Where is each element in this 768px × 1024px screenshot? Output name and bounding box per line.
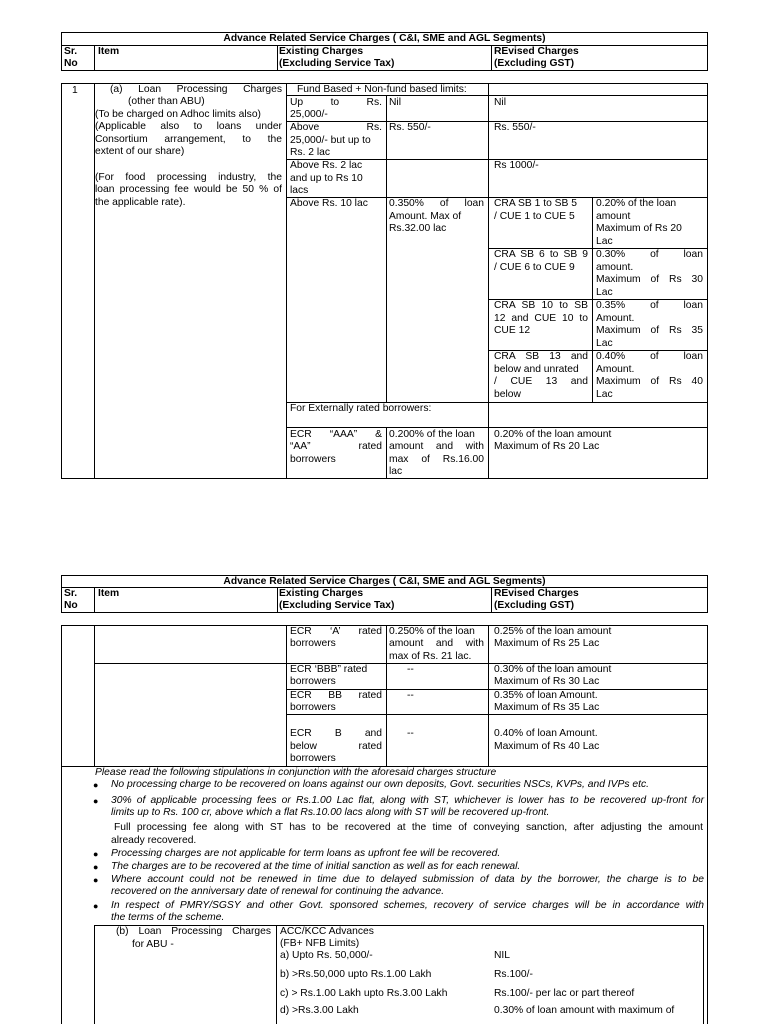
cra-label: below	[494, 389, 521, 400]
acc-slab: d) >Rs.3.00 Lakh	[280, 1005, 359, 1016]
abu-item-label: (b) Loan Processing Charges	[116, 926, 271, 937]
cra-label: / CUE 1 to CUE 5	[494, 211, 575, 222]
acc-kcc-subtitle: (FB+ NFB Limits)	[280, 938, 360, 949]
cra-label: CRA SB 13 and	[494, 351, 588, 362]
cra-label: CRA SB 10 to SB	[494, 300, 588, 311]
slab-existing: Rs.32.00 lac	[389, 223, 447, 234]
slab-label: Above Rs.	[290, 122, 382, 133]
item-note: (Applicable also to loans under	[95, 121, 282, 132]
cra-charge: Lac	[596, 236, 613, 247]
stipulation-item: Processing charges are not applicable for term loans as upfront fee will be recovered.	[111, 848, 501, 859]
cra-charge: 0.30% of loan	[596, 249, 703, 260]
ecr-existing: 0.250% of the loan	[389, 626, 475, 637]
acc-slab-revised: Rs.100/- per lac or part thereof	[494, 988, 635, 999]
slab-existing: Amount. Max of	[389, 211, 462, 222]
ecr-revised: 0.35% of loan Amount.	[494, 690, 598, 701]
sr-no-header: Sr.	[64, 46, 78, 57]
ecr-label: ECR ‘A’ rated	[290, 626, 382, 637]
item-note: loan processing fee would be 50 % of	[95, 184, 282, 195]
bullet-icon: ●	[93, 780, 99, 790]
bullet-icon: ●	[93, 849, 99, 859]
revised-charges-header: REvised Charges	[494, 46, 579, 57]
ecr-label: borrowers	[290, 676, 336, 687]
item-note: Consortium arrangement, to the	[95, 134, 282, 145]
abu-item-label: for ABU -	[132, 939, 174, 950]
cra-charge: Maximum of Rs 35	[596, 325, 703, 336]
slab-label: 25,000/- but up to	[290, 135, 371, 146]
item-note: (For food processing industry, the	[95, 172, 282, 183]
acc-slab: b) >Rs.50,000 upto Rs.1.00 Lakh	[280, 969, 432, 980]
ecr-existing: max of Rs. 21 lac.	[389, 651, 472, 662]
page-title: Advance Related Service Charges ( C&I, SME and AGL Segments)	[223, 33, 546, 44]
stipulation-text: already recovered.	[111, 835, 197, 846]
ecr-label: ECR ‘BBB” rated	[290, 664, 368, 675]
revised-charges-subheader: (Excluding GST)	[494, 58, 575, 69]
cra-charge: Lac	[596, 287, 613, 298]
cra-charge: 0.35% of loan	[596, 300, 703, 311]
ecr-existing: --	[407, 728, 414, 739]
item-title-line: (other than ABU)	[128, 96, 205, 107]
ecr-label: borrowers	[290, 454, 336, 465]
item-title-line: (a) Loan Processing Charges	[110, 84, 282, 95]
cra-charge: Maximum of Rs 40	[596, 376, 703, 387]
revised-charges-subheader: (Excluding GST)	[494, 600, 575, 611]
ecr-existing: lac	[389, 466, 403, 477]
ecr-revised: 0.25% of the loan amount	[494, 626, 612, 637]
stipulation-item: limits up to Rs. 100 cr, above which a flat Rs.10.00 lacs along with ST will be recovered up-front.	[111, 807, 550, 818]
item-header: Item	[98, 588, 120, 599]
revised-charges-header: REvised Charges	[494, 588, 579, 599]
slab-label: 25,000/-	[290, 109, 328, 120]
bullet-icon: ●	[93, 862, 99, 872]
ecr-revised: 0.20% of the loan amount	[494, 429, 612, 440]
acc-slab-revised: NIL	[494, 950, 511, 961]
stipulation-item: No processing charge to be recovered on loans against our own deposits, Govt. securities NSCs, KVPs, and IVPs etc.	[111, 779, 650, 790]
cra-charge: Maximum of Rs 20	[596, 223, 682, 234]
stipulation-item: 30% of applicable processing fees or Rs.1.00 Lac flat, along with ST, whichever is lower has to be recovered up-front for	[111, 795, 704, 806]
ecr-revised: Maximum of Rs 25 Lac	[494, 638, 600, 649]
cra-charge: Lac	[596, 338, 613, 349]
bullet-icon: ●	[93, 796, 99, 806]
ecr-existing: amount and with	[389, 441, 484, 452]
page-title: Advance Related Service Charges ( C&I, SME and AGL Segments)	[223, 576, 546, 587]
cra-charge: Amount.	[596, 313, 635, 324]
stipulation-item: the terms of the scheme.	[111, 912, 225, 923]
existing-charges-header: Existing Charges	[279, 588, 364, 599]
acc-kcc-title: ACC/KCC Advances	[280, 926, 374, 937]
ecr-existing: 0.200% of the loan	[389, 429, 475, 440]
ecr-existing: amount and with	[389, 638, 484, 649]
slab-label: Up to Rs.	[290, 97, 382, 108]
acc-slab-revised: 0.30% of loan amount with maximum of	[494, 1005, 675, 1016]
sr-no-header-2: No	[64, 58, 78, 69]
item-note: (To be charged on Adhoc limits also)	[95, 109, 261, 120]
ecr-label: ECR BB rated	[290, 690, 382, 701]
cra-charge: 0.40% of loan	[596, 351, 703, 362]
ecr-revised: Maximum of Rs 35 Lac	[494, 702, 600, 713]
bullet-icon: ●	[93, 901, 99, 911]
cra-label: CUE 12	[494, 325, 531, 336]
slab-label: Rs. 2 lac	[290, 147, 331, 158]
ecr-label: “AA” rated	[290, 441, 382, 452]
cra-label: 12 and CUE 10 to	[494, 313, 588, 324]
item-note: extent of our share)	[95, 146, 185, 157]
ecr-existing: --	[407, 664, 414, 675]
slab-existing: Rs. 550/-	[389, 122, 431, 133]
ecr-revised: Maximum of Rs 30 Lac	[494, 676, 600, 687]
cra-charge: Amount.	[596, 364, 635, 375]
slab-existing: 0.350% of loan	[389, 198, 484, 209]
slab-revised: Rs. 550/-	[494, 122, 536, 133]
cra-label: / CUE 13 and	[494, 376, 588, 387]
ecr-label: borrowers	[290, 702, 336, 713]
sr-no-header: Sr.	[64, 588, 78, 599]
slab-existing: Nil	[389, 97, 402, 108]
ecr-label: borrowers	[290, 753, 336, 764]
ecr-revised: 0.30% of the loan amount	[494, 664, 612, 675]
acc-slab: c) > Rs.1.00 Lakh upto Rs.3.00 Lakh	[280, 988, 448, 999]
acc-slab-revised: Rs.100/-	[494, 969, 533, 980]
ecr-existing: max of Rs.16.00	[389, 454, 484, 465]
cra-charge: amount	[596, 211, 631, 222]
stipulation-item: Where account could not be renewed in time due to delayed submission of data by the borrower, the charge is to be	[111, 874, 704, 885]
ecr-revised: Maximum of Rs 40 Lac	[494, 741, 600, 752]
sr-no-header-2: No	[64, 600, 78, 611]
slab-revised: Rs 1000/-	[494, 160, 539, 171]
slab-label: and up to Rs 10	[290, 173, 363, 184]
cra-label: CRA SB 1 to SB 5	[494, 198, 577, 209]
serial-number: 1	[72, 85, 78, 96]
ecr-revised: Maximum of Rs 20 Lac	[494, 441, 600, 452]
existing-charges-header: Existing Charges	[279, 46, 364, 57]
cra-label: CRA SB 6 to SB 9	[494, 249, 588, 260]
cra-charge: Maximum of Rs 30	[596, 274, 703, 285]
ecr-existing: --	[407, 690, 414, 701]
ecr-label: below rated	[290, 741, 382, 752]
stipulation-text: Full processing fee along with ST has to be recovered at the time of conveying sanction, after adjusting the amount	[114, 822, 703, 833]
cra-charge: Lac	[596, 389, 613, 400]
cra-charge: 0.20% of the loan	[596, 198, 677, 209]
item-note: the applicable rate).	[95, 197, 186, 208]
ecr-revised: 0.40% of loan Amount.	[494, 728, 598, 739]
stipulations-note: Please read the following stipulations in conjunction with the aforesaid charges structure	[95, 767, 497, 778]
ext-rated-label: For Externally rated borrowers:	[290, 403, 432, 414]
bullet-icon: ●	[93, 875, 99, 885]
slab-label: Above Rs. 2 lac	[290, 160, 363, 171]
acc-slab: a) Upto Rs. 50,000/-	[280, 950, 373, 961]
cra-label: / CUE 6 to CUE 9	[494, 262, 575, 273]
ecr-label: borrowers	[290, 638, 336, 649]
existing-charges-subheader: (Excluding Service Tax)	[279, 600, 395, 611]
slab-label: Above Rs. 10 lac	[290, 198, 368, 209]
stipulation-item: In respect of PMRY/SGSY and other Govt. sponsored schemes, recovery of service charges will be in accordance with	[111, 900, 704, 911]
cra-charge: amount.	[596, 262, 634, 273]
ecr-label: ECR B and	[290, 728, 382, 739]
stipulation-item: recovered on the anniversary date of renewal for continuing the advance.	[111, 886, 445, 897]
slab-label: lacs	[290, 185, 309, 196]
cra-label: below and unrated	[494, 364, 579, 375]
item-header: Item	[98, 46, 120, 57]
stipulation-item: The charges are to be recovered at the time of initial sanction as well as for each renewal.	[111, 861, 521, 872]
slab-revised: Nil	[494, 97, 507, 108]
ecr-label: ECR “AAA” &	[290, 429, 382, 440]
fund-based-label: Fund Based + Non-fund based limits:	[297, 84, 467, 95]
existing-charges-subheader: (Excluding Service Tax)	[279, 58, 395, 69]
